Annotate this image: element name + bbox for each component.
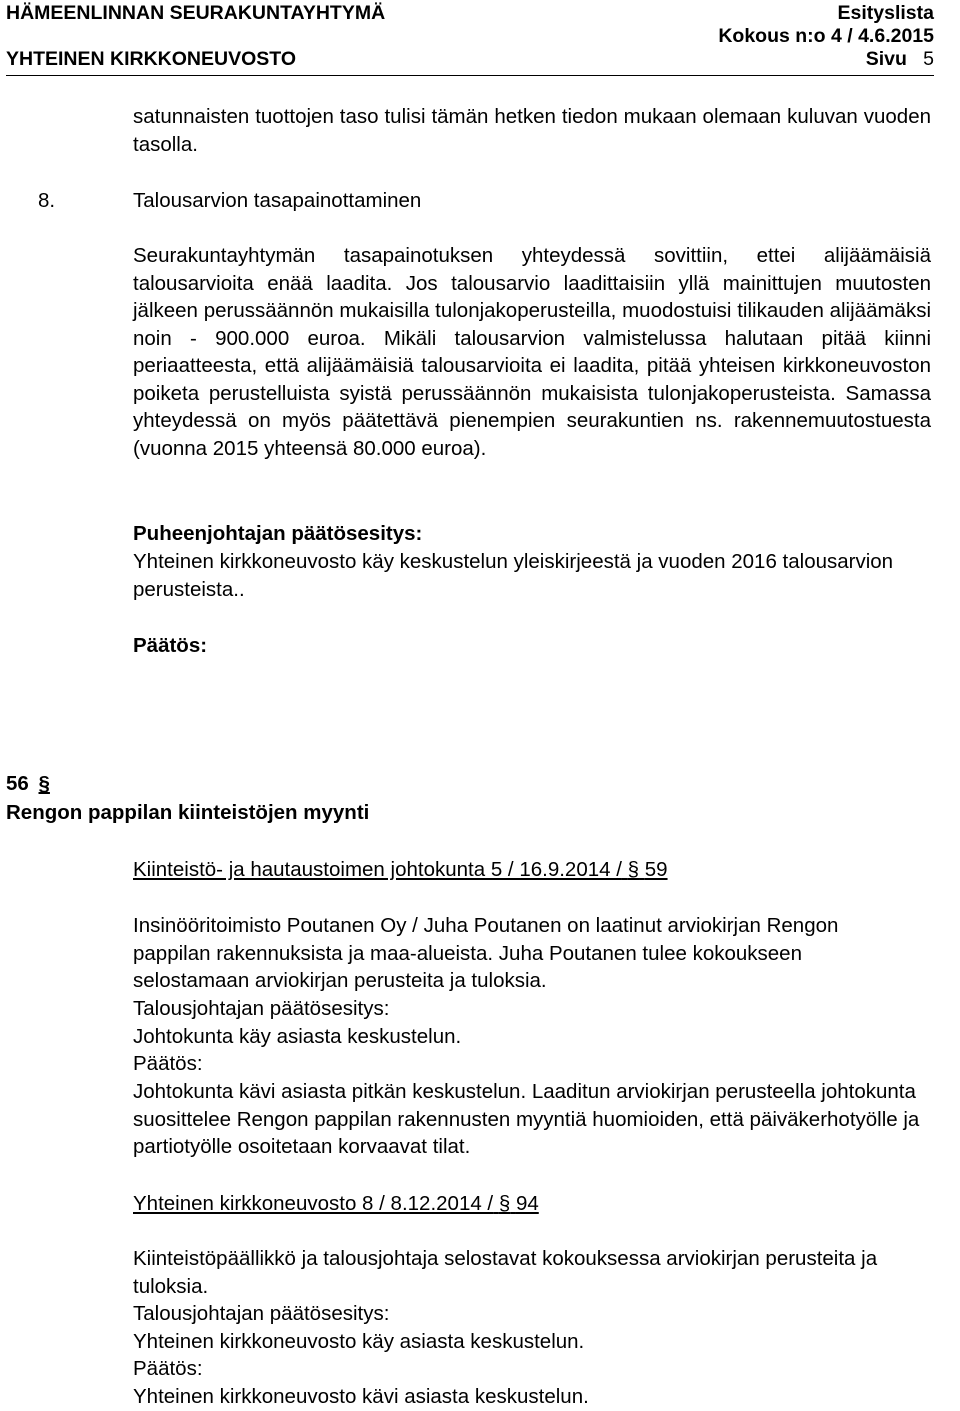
section-number bbox=[6, 770, 50, 798]
reference-board-meeting bbox=[133, 856, 931, 884]
document-type: Esityslista bbox=[837, 2, 934, 24]
decision-heading: Päätös: bbox=[133, 634, 208, 657]
item-paragraph: Seurakuntayhtymän tasapainotuksen yhteydessä sovittiin, ettei alijäämäisiä talousarvioita enää laadita. Jos talousarvio laadittaisiin yllä mainittujen muutosten jälkeen perussäännön mukaisilla tulonjakoperusteilla, muodostuisi tilikauden alijäämäksi noin - 900.000 euroa. Mikäli talousarvion valmistelussa halutaan pitää kiinni periaatteesta, että alijäämäisiä talousarvioita ei laadita, pitää yhteisen kirkkoneuvoston poiketa perustelluista syistä perussäännön mukaisista tulonjakoperusteista. Samassa yhteydessä on myös päätettävä pienempien seurakuntien ns. rakennemuutostuesta (vuonna 2015 yhteensä 80.000 euroa). bbox=[133, 244, 931, 460]
body-name: YHTEINEN KIRKKONEUVOSTO bbox=[6, 48, 297, 70]
page-header bbox=[6, 0, 934, 71]
header-row-3 bbox=[6, 48, 934, 71]
reference-council-proposal-heading: Talousjohtajan päätösesitys: bbox=[133, 1302, 390, 1325]
reference-council-paragraph: Kiinteistöpäällikkö ja talousjohtaja selostavat kokouksessa arviokirjan perusteita ja tuloksia. bbox=[133, 1247, 878, 1298]
section-symbol: § bbox=[38, 772, 50, 795]
reference-council-proposal-text: Yhteinen kirkkoneuvosto käy asiasta keskustelun. bbox=[133, 1330, 585, 1353]
reference-council-symbol: § bbox=[498, 1192, 511, 1215]
page-indicator bbox=[866, 48, 934, 71]
item-number: 8. bbox=[38, 189, 56, 212]
reference-board-decision-heading: Päätös: bbox=[133, 1052, 203, 1075]
header-row-2 bbox=[6, 25, 934, 48]
organization-name: HÄMEENLINNAN SEURAKUNTAYHTYMÄ bbox=[6, 2, 386, 24]
header-row-1 bbox=[6, 2, 934, 25]
reference-council-meeting bbox=[133, 1190, 931, 1218]
reference-council-decision-heading: Päätös: bbox=[133, 1357, 203, 1380]
header-divider bbox=[6, 75, 934, 76]
reference-board-proposal-text: Johtokunta käy asiasta keskustelun. bbox=[133, 1025, 462, 1048]
meeting-info: Kokous n:o 4 / 4.6.2015 bbox=[718, 25, 934, 47]
page-label: Sivu bbox=[865, 48, 907, 70]
reference-board-number: 59 bbox=[644, 858, 668, 881]
chair-proposal-text: Yhteinen kirkkoneuvosto käy keskustelun yleiskirjeestä ja vuoden 2016 talousarvion perusteista.. bbox=[133, 550, 894, 601]
section-number-value: 56 bbox=[6, 772, 29, 795]
chair-proposal-heading: Puheenjohtajan päätösesitys: bbox=[133, 522, 423, 545]
reference-board-text: Kiinteistö- ja hautaustoimen johtokunta 5 / 16.9.2014 / bbox=[133, 858, 622, 881]
reference-council-text: Yhteinen kirkkoneuvosto 8 / 8.12.2014 / bbox=[133, 1192, 494, 1215]
reference-board-paragraph: Insinööritoimisto Poutanen Oy / Juha Poutanen on laatinut arviokirjan Rengon pappilan rakennuksista ja maa-alueista. Juha Poutanen tulee kokoukseen selostamaan arviokirjan perusteita ja tuloksia. bbox=[133, 914, 839, 992]
reference-board-symbol: § bbox=[627, 858, 640, 881]
item-title: Talousarvion tasapainottaminen bbox=[133, 189, 422, 212]
reference-council-number: 94 bbox=[515, 1192, 539, 1215]
intro-paragraph: satunnaisten tuottojen taso tulisi tämän hetken tiedon mukaan olemaan kuluvan vuoden tasolla. bbox=[133, 105, 931, 156]
reference-board-proposal-heading: Talousjohtajan päätösesitys: bbox=[133, 997, 390, 1020]
reference-council-decision-text: Yhteinen kirkkoneuvosto kävi asiasta keskustelun. bbox=[133, 1385, 589, 1408]
section-title: Rengon pappilan kiinteistöjen myynti bbox=[6, 801, 370, 824]
page-number: 5 bbox=[923, 48, 934, 70]
reference-board-decision-text: Johtokunta kävi asiasta pitkän keskustelun. Laaditun arviokirjan perusteella johtokunta suosittelee Rengon pappilan rakennusten myyntiä huomioiden, että päiväkerhotyölle ja partiotyölle osoitetaan korvaavat tilat. bbox=[133, 1080, 920, 1158]
